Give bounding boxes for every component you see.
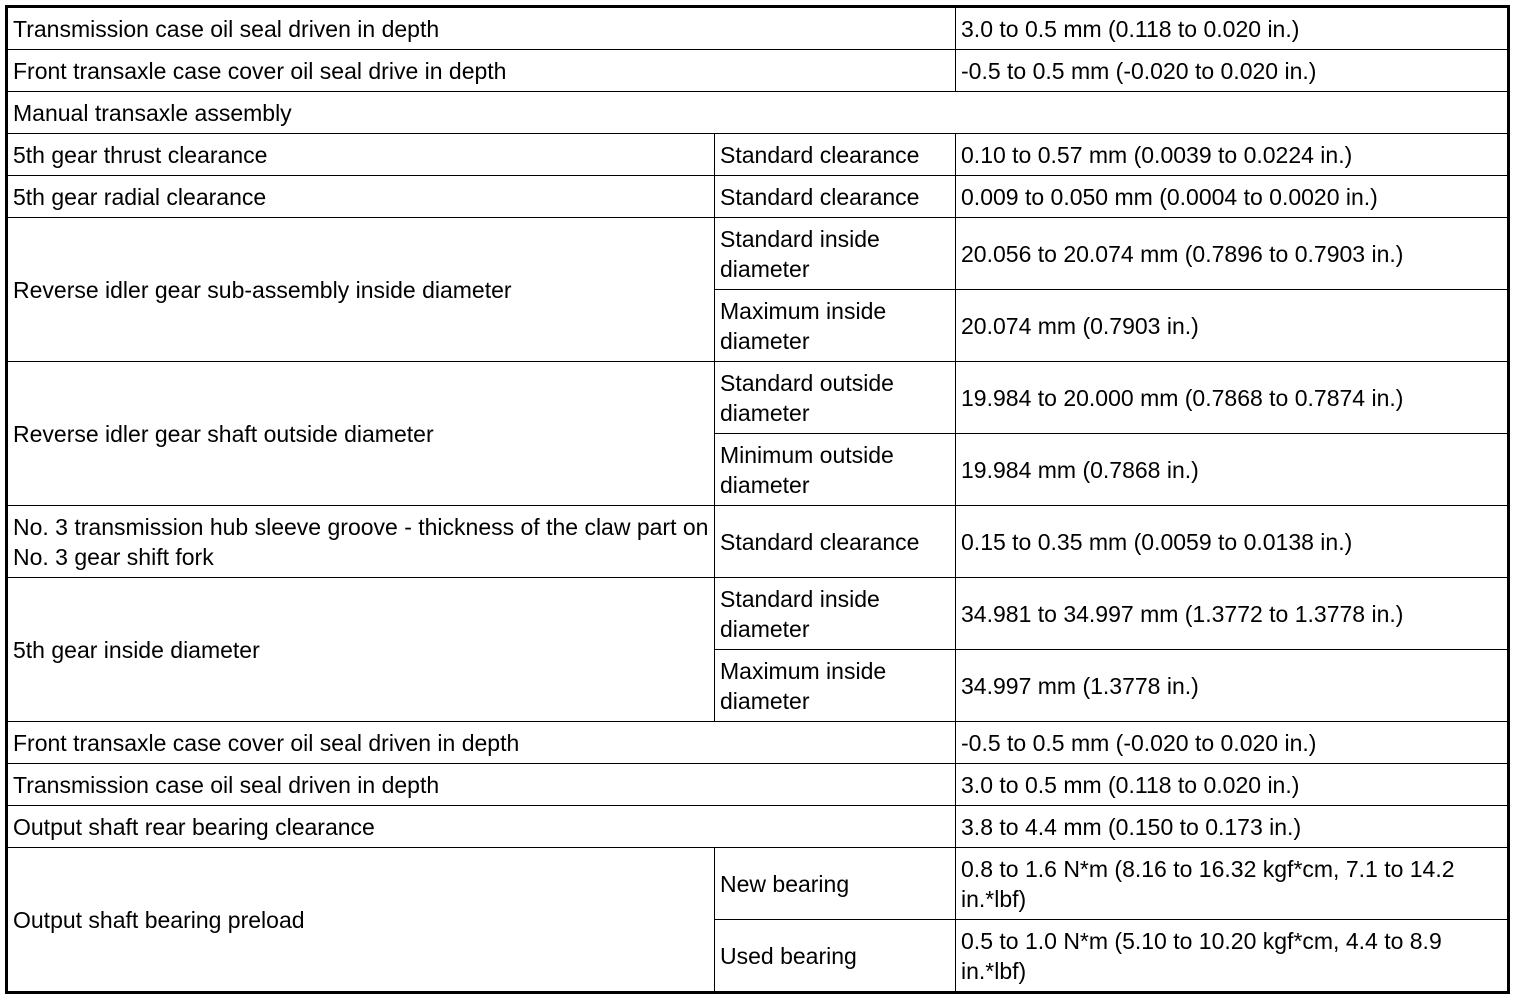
row-value: 34.981 to 34.997 mm (1.3772 to 1.3778 in.) <box>956 578 1509 650</box>
row-value: 0.5 to 1.0 N*m (5.10 to 10.20 kgf*cm, 4.4 to 8.9 in.*lbf) <box>956 920 1509 993</box>
row-label: Transmission case oil seal driven in depth <box>7 764 956 806</box>
row-label: Output shaft bearing preload <box>7 848 715 993</box>
table-row <box>7 7 1509 50</box>
row-label: Reverse idler gear sub-assembly inside diameter <box>7 218 715 362</box>
table-row <box>7 722 1509 764</box>
table-row <box>7 578 1509 650</box>
row-value: 20.056 to 20.074 mm (0.7896 to 0.7903 in.) <box>956 218 1509 290</box>
row-label: Front transaxle case cover oil seal drive in depth <box>7 50 956 92</box>
row-label: Reverse idler gear shaft outside diameter <box>7 362 715 506</box>
table-row <box>7 218 1509 290</box>
row-label: Transmission case oil seal driven in depth <box>7 7 956 50</box>
table-row <box>7 506 1509 578</box>
section-title: Manual transaxle assembly <box>7 92 1509 134</box>
row-value: 20.074 mm (0.7903 in.) <box>956 290 1509 362</box>
section-header-row <box>7 92 1509 134</box>
row-sublabel: New bearing <box>715 848 956 920</box>
row-value: -0.5 to 0.5 mm (-0.020 to 0.020 in.) <box>956 50 1509 92</box>
row-sublabel: Standard outside diameter <box>715 362 956 434</box>
specification-table <box>5 5 1510 994</box>
table-row <box>7 50 1509 92</box>
row-value: 34.997 mm (1.3778 in.) <box>956 650 1509 722</box>
row-value: -0.5 to 0.5 mm (-0.020 to 0.020 in.) <box>956 722 1509 764</box>
row-sublabel: Standard inside diameter <box>715 578 956 650</box>
row-label: Front transaxle case cover oil seal driven in depth <box>7 722 956 764</box>
row-label: Output shaft rear bearing clearance <box>7 806 956 848</box>
table-row <box>7 362 1509 434</box>
row-sublabel: Standard clearance <box>715 134 956 176</box>
row-label: 5th gear thrust clearance <box>7 134 715 176</box>
table-row <box>7 806 1509 848</box>
row-value: 3.8 to 4.4 mm (0.150 to 0.173 in.) <box>956 806 1509 848</box>
row-sublabel: Used bearing <box>715 920 956 993</box>
row-value: 19.984 to 20.000 mm (0.7868 to 0.7874 in.) <box>956 362 1509 434</box>
row-sublabel: Maximum inside diameter <box>715 290 956 362</box>
row-sublabel: Standard clearance <box>715 176 956 218</box>
row-value: 3.0 to 0.5 mm (0.118 to 0.020 in.) <box>956 764 1509 806</box>
row-sublabel: Standard clearance <box>715 506 956 578</box>
table-row <box>7 134 1509 176</box>
table-row <box>7 176 1509 218</box>
row-sublabel: Minimum outside diameter <box>715 434 956 506</box>
row-value: 3.0 to 0.5 mm (0.118 to 0.020 in.) <box>956 7 1509 50</box>
row-label: No. 3 transmission hub sleeve groove - thickness of the claw part on No. 3 gear shift fork <box>7 506 715 578</box>
row-value: 0.15 to 0.35 mm (0.0059 to 0.0138 in.) <box>956 506 1509 578</box>
row-sublabel: Maximum inside diameter <box>715 650 956 722</box>
row-label: 5th gear inside diameter <box>7 578 715 722</box>
row-value: 0.8 to 1.6 N*m (8.16 to 16.32 kgf*cm, 7.1 to 14.2 in.*lbf) <box>956 848 1509 920</box>
table-row <box>7 764 1509 806</box>
row-label: 5th gear radial clearance <box>7 176 715 218</box>
row-value: 0.10 to 0.57 mm (0.0039 to 0.0224 in.) <box>956 134 1509 176</box>
table-row <box>7 848 1509 920</box>
row-value: 19.984 mm (0.7868 in.) <box>956 434 1509 506</box>
row-sublabel: Standard inside diameter <box>715 218 956 290</box>
row-value: 0.009 to 0.050 mm (0.0004 to 0.0020 in.) <box>956 176 1509 218</box>
